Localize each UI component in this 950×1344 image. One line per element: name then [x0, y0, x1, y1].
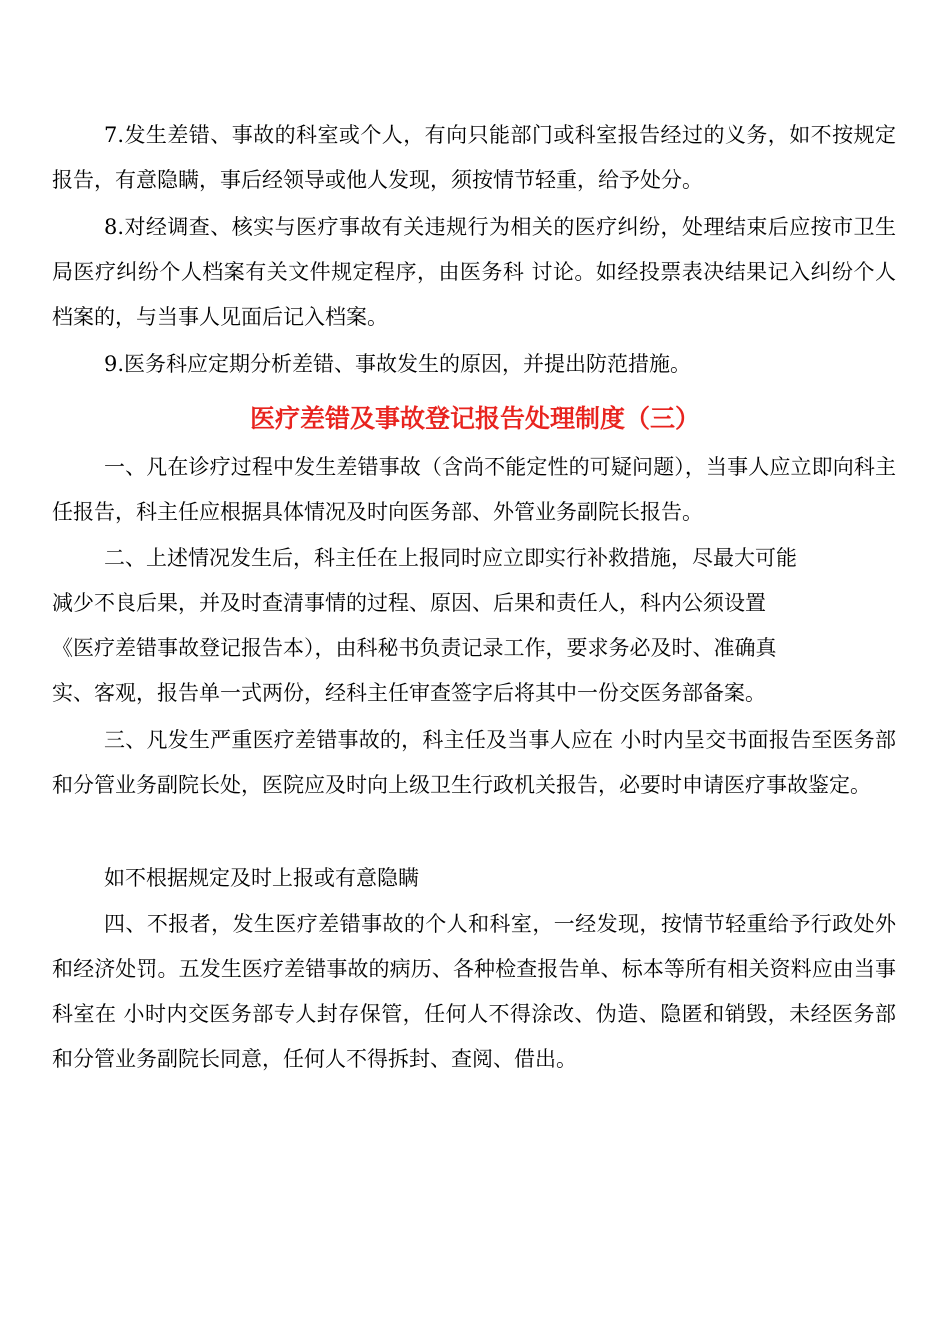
paragraph-item-8: 8.对经调查、核实与医疗事故有关违规行为相关的医疗纠纷，处理结束后应按市卫生局医疗纠纷个人档案有关文件规定程序，由医务科 讨论。如经投票表决结果记入纠纷个人档案的，与当事人见面后记入档案。	[52, 215, 896, 329]
note-line: 如不根据规定及时上报或有意隐瞒	[104, 866, 419, 890]
section-two-line-4: 实、客观，报告单一式两份，经科主任审查签字后将其中一份交医务部备案。	[52, 681, 766, 705]
section-two-line-1: 二、上述情况发生后，科主任在上报同时应立即实行补救措施，尽最大可能	[104, 546, 797, 570]
section-one-paragraph: 一、凡在诊疗过程中发生差错事故（含尚不能定性的可疑问题），当事人应立即向科主任报告，科主任应根据具体情况及时向医务部、外管业务副院长报告。	[52, 455, 896, 524]
document-title: 医疗差错及事故登记报告处理制度（三）	[249, 404, 700, 433]
section-two-line-2: 减少不良后果，并及时查清事情的过程、原因、后果和责任人，科内公须设置	[52, 591, 766, 615]
section-two-paragraph	[52, 536, 896, 716]
paragraph-item-9: 9.医务科应定期分析差错、事故发生的原因，并提出防范措施。	[104, 352, 692, 376]
paragraph-item-7: 7.发生差错、事故的科室或个人，有向只能部门或科室报告经过的义务，如不按规定报告，有意隐瞒，事后经领导或他人发现，须按情节轻重，给予处分。	[52, 123, 896, 192]
section-three-paragraph: 三、凡发生严重医疗差错事故的，科主任及当事人应在 小时内呈交书面报告至医务部和分管业务副院长处，医院应及时向上级卫生行政机关报告，必要时申请医疗事故鉴定。	[52, 728, 897, 797]
section-four-paragraph: 四、不报者，发生医疗差错事故的个人和科室，一经发现，按情节轻重给予行政处外和经济处罚。五发生医疗差错事故的病历、各种检查报告单、标本等所有相关资料应由当事科室在 小时内交医务部专人封存保管，任何人不得涂改、伪造、隐匿和销毁，未经医务部和分管业务副院长同意，任何人不得拆封、查阅、借出。	[52, 912, 896, 1071]
section-two-line-3: 《医疗差错事故登记报告本），由科秘书负责记录工作，要求务必及时、准确真	[52, 636, 777, 660]
